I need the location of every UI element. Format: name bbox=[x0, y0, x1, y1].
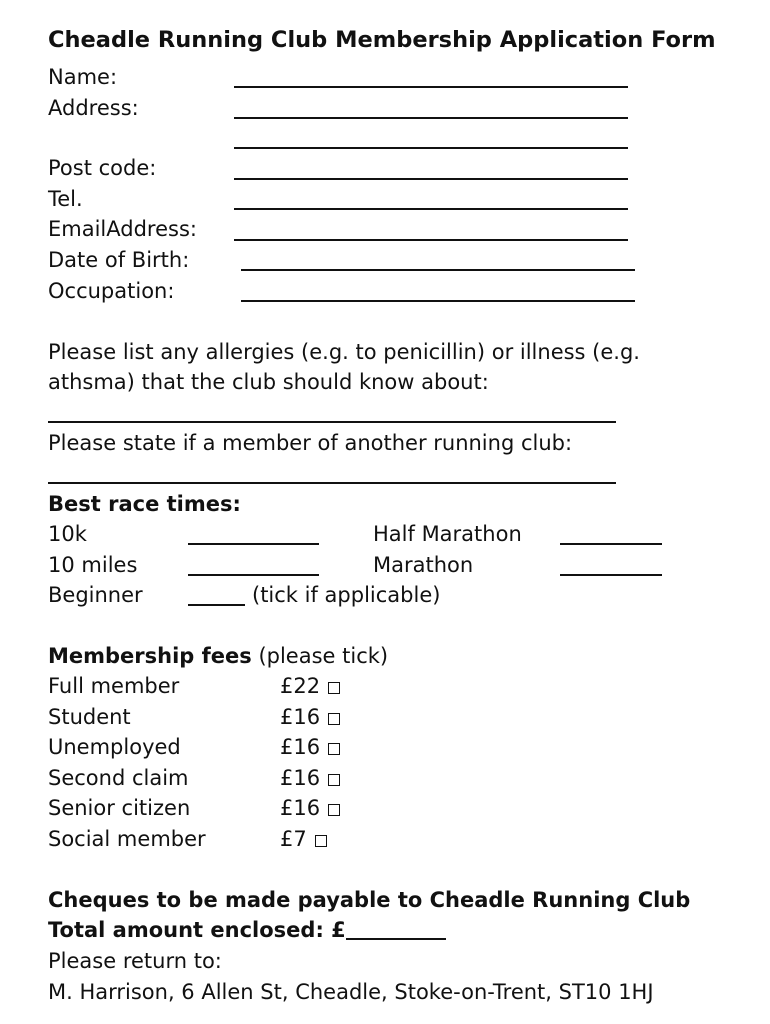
checkbox[interactable] bbox=[328, 682, 340, 694]
beginner-tick-field[interactable] bbox=[188, 604, 245, 606]
cheques-note: Cheques to be made payable to Cheadle Running Club bbox=[48, 888, 691, 912]
10k-field[interactable] bbox=[188, 543, 319, 545]
fee-label-senior-citizen: Senior citizen bbox=[48, 796, 191, 820]
marathon-label: Marathon bbox=[373, 553, 474, 577]
occupation-label: Occupation: bbox=[48, 279, 175, 303]
fee-label-student: Student bbox=[48, 705, 131, 729]
10-miles-label: 10 miles bbox=[48, 553, 138, 577]
marathon-field[interactable] bbox=[560, 574, 662, 576]
fee-label-full-member: Full member bbox=[48, 674, 180, 698]
fee-price: £16 bbox=[280, 735, 321, 759]
postcode-field[interactable] bbox=[234, 178, 628, 180]
other-club-question: Please state if a member of another running club: bbox=[48, 431, 573, 455]
fees-heading-row bbox=[48, 641, 388, 671]
10k-label: 10k bbox=[48, 522, 87, 546]
name-field[interactable] bbox=[234, 86, 628, 88]
race-times-heading: Best race times: bbox=[48, 492, 241, 516]
half-marathon-label: Half Marathon bbox=[373, 522, 522, 546]
postcode-label: Post code: bbox=[48, 156, 157, 180]
fee-row-student bbox=[280, 702, 340, 732]
half-marathon-field[interactable] bbox=[560, 543, 662, 545]
checkbox[interactable] bbox=[315, 835, 327, 847]
fees-note: (please tick) bbox=[258, 644, 389, 668]
fee-price: £7 bbox=[280, 827, 307, 851]
fee-row-unemployed bbox=[280, 732, 340, 762]
fee-price: £16 bbox=[280, 766, 321, 790]
checkbox[interactable] bbox=[328, 743, 340, 755]
total-amount-field[interactable] bbox=[346, 916, 446, 940]
email-field[interactable] bbox=[234, 239, 628, 241]
address-field-line-2[interactable] bbox=[234, 147, 628, 149]
checkbox[interactable] bbox=[328, 713, 340, 725]
return-address: M. Harrison, 6 Allen St, Cheadle, Stoke-on-Trent, ST10 1HJ bbox=[48, 980, 654, 1004]
dob-field[interactable] bbox=[241, 269, 635, 271]
allergies-question-line-2: athsma) that the club should know about: bbox=[48, 370, 489, 394]
fees-heading: Membership fees bbox=[48, 644, 252, 668]
fee-price: £22 bbox=[280, 674, 321, 698]
address-field-line-1[interactable] bbox=[234, 117, 628, 119]
fee-row-senior-citizen bbox=[280, 793, 340, 823]
fee-price: £16 bbox=[280, 705, 321, 729]
dob-label: Date of Birth: bbox=[48, 248, 190, 272]
checkbox[interactable] bbox=[328, 804, 340, 816]
tel-label: Tel. bbox=[48, 187, 83, 211]
allergies-question-line-1: Please list any allergies (e.g. to penicillin) or illness (e.g. bbox=[48, 340, 640, 364]
checkbox[interactable] bbox=[328, 774, 340, 786]
occupation-field[interactable] bbox=[241, 300, 635, 302]
allergies-field[interactable] bbox=[48, 421, 616, 423]
10-miles-field[interactable] bbox=[188, 574, 319, 576]
fee-row-second-claim bbox=[280, 763, 340, 793]
tel-field[interactable] bbox=[234, 208, 628, 210]
fee-row-social-member bbox=[280, 824, 327, 854]
return-label: Please return to: bbox=[48, 949, 222, 973]
fee-label-unemployed: Unemployed bbox=[48, 735, 181, 759]
beginner-tick-note: (tick if applicable) bbox=[252, 583, 441, 607]
other-club-field[interactable] bbox=[48, 482, 616, 484]
fee-label-social-member: Social member bbox=[48, 827, 206, 851]
beginner-label: Beginner bbox=[48, 583, 143, 607]
address-label: Address: bbox=[48, 96, 139, 120]
fee-label-second-claim: Second claim bbox=[48, 766, 189, 790]
form-title: Cheadle Running Club Membership Application Form bbox=[48, 27, 716, 53]
name-label: Name: bbox=[48, 65, 118, 89]
fee-row-full-member bbox=[280, 671, 340, 701]
email-label: EmailAddress: bbox=[48, 217, 197, 241]
total-amount-row bbox=[48, 915, 446, 945]
fee-price: £16 bbox=[280, 796, 321, 820]
total-amount-label: Total amount enclosed: £ bbox=[48, 918, 346, 942]
